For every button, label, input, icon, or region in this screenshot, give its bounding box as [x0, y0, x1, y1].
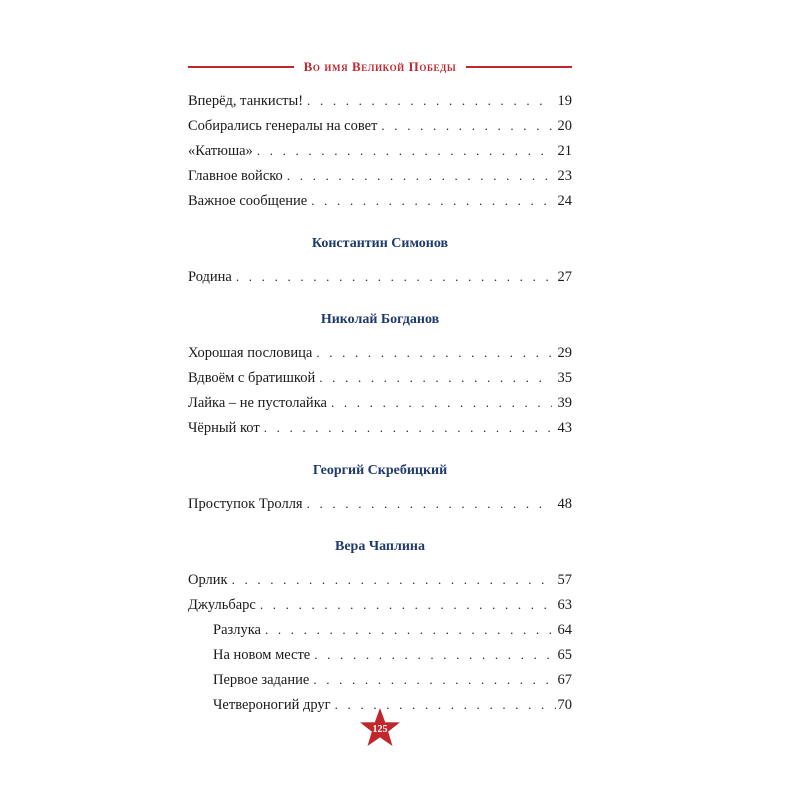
dot-leader [264, 415, 552, 440]
author-heading: Николай Богданов [320, 312, 440, 327]
toc-entry-title: Собирались генералы на совет [188, 118, 378, 134]
toc-entry [188, 163, 572, 188]
dot-leader [307, 88, 551, 113]
dot-leader [319, 365, 551, 390]
toc-entry-title: Разлука [213, 622, 261, 638]
toc-entry [188, 113, 572, 138]
toc-entry-page: 29 [557, 345, 572, 361]
toc-entry [188, 491, 572, 516]
toc-entry-page: 63 [557, 597, 572, 613]
toc-entry-page: 67 [557, 672, 572, 688]
toc-entry-page: 35 [557, 370, 572, 386]
header-rule-left [188, 66, 294, 68]
toc-entry-title: Орлик [188, 572, 228, 588]
author-heading: Георгий Скребицкий [312, 463, 448, 478]
table-of-contents [188, 88, 572, 717]
toc-entry-page: 43 [557, 420, 572, 436]
dot-leader [265, 617, 556, 642]
toc-subentry [188, 642, 572, 667]
section-spacer [188, 483, 572, 491]
dot-leader [316, 340, 551, 365]
page-number: 125 [372, 724, 388, 735]
toc-entry-title: Главное войско [188, 168, 283, 184]
toc-entry-page: 57 [557, 572, 572, 588]
toc-entry [188, 138, 572, 163]
toc-entry-page: 19 [557, 93, 572, 109]
toc-entry-page: 48 [557, 496, 572, 512]
toc-subentry [188, 617, 572, 642]
toc-entry-title: Лайка – не пустолайка [188, 395, 327, 411]
toc-subentry [188, 667, 572, 692]
section-spacer [188, 213, 572, 231]
section-spacer [188, 559, 572, 567]
toc-entry [188, 415, 572, 440]
toc-entry-title: Чёрный кот [188, 420, 260, 436]
toc-entry-title: «Катюша» [188, 143, 253, 159]
toc-entry-page: 23 [557, 168, 572, 184]
dot-leader [287, 163, 552, 188]
toc-entry-title: Родина [188, 269, 232, 285]
dot-leader [260, 592, 552, 617]
toc-entry [188, 340, 572, 365]
dot-leader [381, 113, 551, 138]
section-spacer [188, 440, 572, 458]
toc-entry-page: 70 [557, 697, 572, 713]
toc-entry-title: Проступок Тролля [188, 496, 303, 512]
toc-entry [188, 592, 572, 617]
toc-entry-page: 27 [557, 269, 572, 285]
dot-leader [307, 491, 552, 516]
toc-entry-title: Джульбарс [188, 597, 256, 613]
toc-entry [188, 390, 572, 415]
section-spacer [188, 516, 572, 534]
author-heading: Константин Симонов [311, 236, 449, 251]
toc-entry [188, 264, 572, 289]
dot-leader [311, 188, 551, 213]
toc-entry-title: Хорошая пословица [188, 345, 313, 361]
dot-leader [232, 567, 552, 592]
section-spacer [188, 289, 572, 307]
toc-entry [188, 365, 572, 390]
toc-entry-title: Вперёд, танкисты! [188, 93, 304, 109]
dot-leader [313, 667, 555, 692]
toc-entry-page: 64 [557, 622, 572, 638]
dot-leader [236, 264, 552, 289]
toc-entry-page: 39 [557, 395, 572, 411]
toc-entry-page: 21 [557, 143, 572, 159]
toc-entry-page: 24 [557, 193, 572, 209]
section-spacer [188, 332, 572, 340]
toc-entry-title: Первое задание [213, 672, 310, 688]
toc-entry-title: Вдвоём с братишкой [188, 370, 316, 386]
toc-entry-page: 65 [557, 647, 572, 663]
page-number-badge [359, 707, 401, 749]
toc-entry-title: На новом месте [213, 647, 311, 663]
header-rule-right [466, 66, 572, 68]
toc-entry-page: 20 [557, 118, 572, 134]
toc-entry [188, 88, 572, 113]
toc-entry-title: Четвероногий друг [213, 697, 331, 713]
page-header [188, 57, 572, 77]
section-spacer [188, 256, 572, 264]
dot-leader [314, 642, 555, 667]
page-header-title: Во имя Великой Победы [303, 59, 457, 74]
toc-entry [188, 188, 572, 213]
dot-leader [257, 138, 552, 163]
toc-entry [188, 567, 572, 592]
author-heading: Вера Чаплина [335, 539, 425, 554]
toc-entry-title: Важное сообщение [188, 193, 308, 209]
dot-leader [331, 390, 552, 415]
